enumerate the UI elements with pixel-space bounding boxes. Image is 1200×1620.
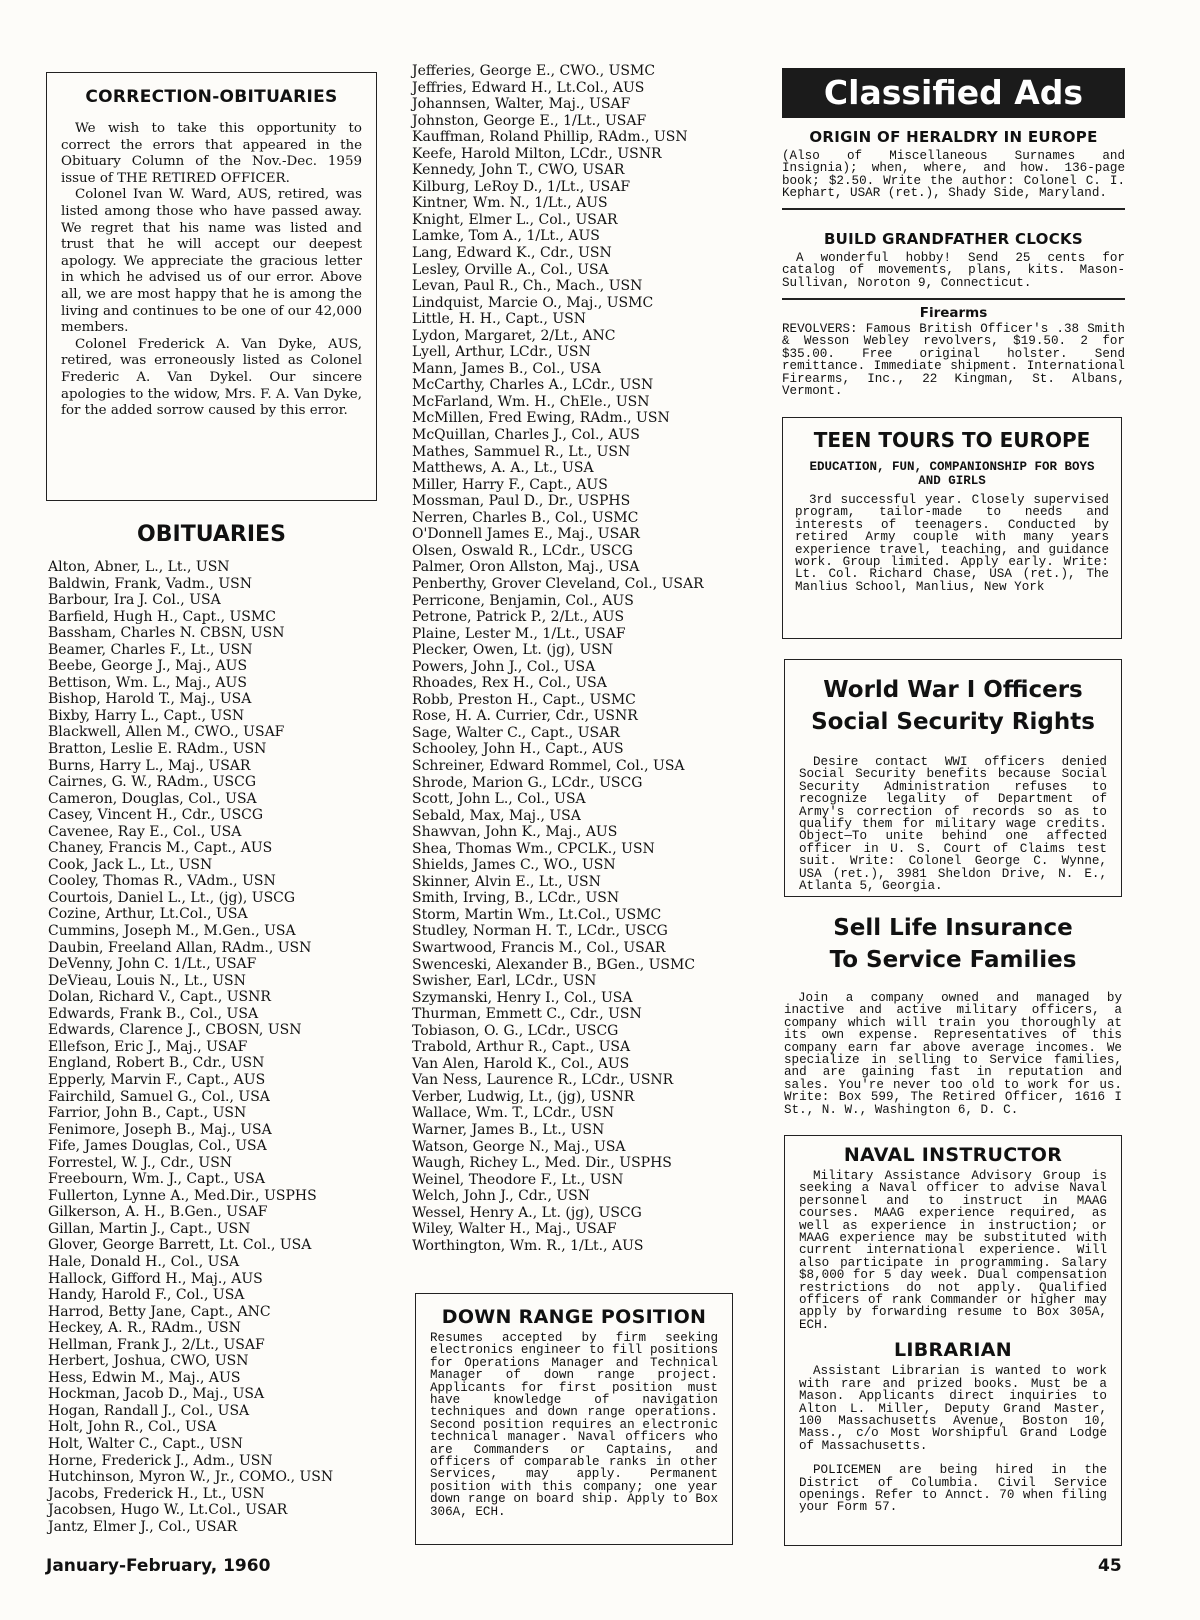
obituary-entry: Welch, John J., Cdr., USN bbox=[412, 1188, 590, 1205]
obituary-entry: Dolan, Richard V., Capt., USNR bbox=[48, 989, 271, 1006]
obituary-entry: Hogan, Randall J., Col., USA bbox=[48, 1402, 250, 1419]
obituary-entry: Lamke, Tom A., 1/Lt., AUS bbox=[412, 228, 600, 245]
obituary-entry: Chaney, Francis M., Capt., AUS bbox=[48, 840, 273, 857]
firearms-ad bbox=[782, 305, 1125, 397]
heraldry-title: ORIGIN OF HERALDRY IN EUROPE bbox=[809, 128, 1098, 146]
obituary-entry: Kintner, Wm. N., 1/Lt., AUS bbox=[412, 195, 608, 212]
obituary-entry: Johannsen, Walter, Maj., USAF bbox=[412, 96, 631, 113]
obituary-entry: Epperly, Marvin F., Capt., AUS bbox=[48, 1071, 266, 1088]
teen-tours-text: 3rd successful year. Closely supervised program, tailor-made to needs and interests of teenagers. Conducted by retired Army couple with many years experience travel, teaching, and guidance work. Group limited. Apply early. Write: Lt. Col. Richard Chase, USA (ret.), The Manlius School, Manlius, New York bbox=[795, 493, 1109, 594]
obituary-entry: Verber, Ludwig, Lt., (jg), USNR bbox=[412, 1088, 635, 1105]
obituary-entry: Handy, Harold F., Col., USA bbox=[48, 1287, 245, 1304]
obituary-entry: O'Donnell James E., Maj., USAR bbox=[412, 526, 640, 543]
divider bbox=[782, 208, 1125, 210]
librarian-title: LIBRARIAN bbox=[894, 1339, 1012, 1362]
obituary-entry: Ellefson, Eric J., Maj., USAF bbox=[48, 1038, 248, 1055]
obituary-entry: Courtois, Daniel L., Lt., (jg), USCG bbox=[48, 889, 296, 906]
clocks-title: BUILD GRANDFATHER CLOCKS bbox=[823, 230, 1084, 248]
obituary-entry: Mathes, Sammuel R., Lt., USN bbox=[412, 443, 631, 460]
obituary-entry: McFarland, Wm. H., ChEle., USN bbox=[412, 393, 650, 410]
obituary-entry: Jacobsen, Hugo W., Lt.Col., USAR bbox=[48, 1502, 288, 1519]
wwi-title bbox=[799, 674, 1107, 738]
obituary-entry: England, Robert B., Cdr., USN bbox=[48, 1055, 265, 1072]
obituary-entry: Shea, Thomas Wm., CPCLK., USN bbox=[412, 840, 655, 857]
obituary-entry: Freebourn, Wm. J., Capt., USA bbox=[48, 1171, 265, 1188]
obituary-entry: Jacobs, Frederick H., Lt., USN bbox=[48, 1485, 265, 1502]
obituary-entry: Cummins, Joseph M., M.Gen., USA bbox=[48, 923, 296, 940]
obituary-entry: McQuillan, Charles J., Col., AUS bbox=[412, 427, 640, 444]
obituary-entry: Gillan, Martin J., Capt., USN bbox=[48, 1220, 251, 1237]
obituary-entry: Bassham, Charles N. CBSN, USN bbox=[48, 625, 285, 642]
life-insurance-ad bbox=[784, 912, 1122, 1116]
heraldry-ad bbox=[782, 128, 1125, 200]
obituary-entry: Cook, Jack L., Lt., USN bbox=[48, 856, 213, 873]
teen-tours-title: TEEN TOURS TO EUROPE bbox=[813, 428, 1091, 452]
obituary-entry: Hutchinson, Myron W., Jr., COMO., USN bbox=[48, 1469, 334, 1486]
issue-date: January-February, 1960 bbox=[46, 1556, 271, 1576]
obituary-entry: McCarthy, Charles A., LCdr., USN bbox=[412, 377, 654, 394]
obituary-entry: Van Alen, Harold K., Col., AUS bbox=[412, 1055, 630, 1072]
obituary-entry: Shawvan, John K., Maj., AUS bbox=[412, 824, 618, 841]
obituary-entry: Palmer, Oron Allston, Maj., USA bbox=[412, 559, 640, 576]
obituary-entry: Van Ness, Laurence R., LCdr., USNR bbox=[412, 1072, 674, 1089]
obituary-entry: Johnston, George E., 1/Lt., USAF bbox=[412, 112, 647, 129]
obituary-entry: Hockman, Jacob D., Maj., USA bbox=[48, 1386, 265, 1403]
obituary-entry: Weinel, Theodore F., Lt., USN bbox=[412, 1171, 624, 1188]
obituary-entry: Wessel, Henry A., Lt. (jg), USCG bbox=[412, 1204, 642, 1221]
obituary-entry: Little, H. H., Capt., USN bbox=[412, 311, 586, 328]
obituary-entry: Holt, John R., Col., USA bbox=[48, 1419, 217, 1436]
teen-tours-subtitle: EDUCATION, FUN, COMPANIONSHIP FOR BOYS AND GIRLS bbox=[809, 460, 1095, 488]
obituary-entry: Plecker, Owen, Lt. (jg), USN bbox=[412, 642, 614, 659]
obituary-entry: Rhoades, Rex H., Col., USA bbox=[412, 675, 607, 692]
obituary-entry: Barbour, Ira J. Col., USA bbox=[48, 592, 221, 609]
obituary-entry: Casey, Vincent H., Cdr., USCG bbox=[48, 807, 264, 824]
obituary-entry: Lydon, Margaret, 2/Lt., ANC bbox=[412, 327, 616, 344]
obituary-entry: Tobiason, O. G., LCdr., USCG bbox=[412, 1022, 619, 1039]
obituary-entry: Watson, George N., Maj., USA bbox=[412, 1138, 626, 1155]
insurance-title-line1: Sell Life Insurance bbox=[833, 915, 1073, 941]
obituary-entry: Blackwell, Allen M., CWO., USAF bbox=[48, 724, 285, 741]
obituary-entry: Farrior, John B., Capt., USN bbox=[48, 1105, 247, 1122]
obituary-entry: Jefferies, George E., CWO., USMC bbox=[412, 63, 656, 79]
obituary-entry: Swenceski, Alexander B., BGen., USMC bbox=[412, 956, 696, 973]
down-range-title: DOWN RANGE POSITION bbox=[441, 1306, 707, 1328]
obituary-entry: Shields, James C., WO., USN bbox=[412, 857, 616, 874]
obituary-entry: Sage, Walter C., Capt., USAR bbox=[412, 724, 620, 741]
obituary-entry: Edwards, Clarence J., CBOSN, USN bbox=[48, 1022, 302, 1039]
obituary-entry: Gilkerson, A. H., B.Gen., USAF bbox=[48, 1204, 268, 1221]
obituary-entry: Swartwood, Francis M., Col., USAR bbox=[412, 939, 666, 956]
firearms-text: REVOLVERS: Famous British Officer's .38 Smith & Wesson Webley revolvers, $19.50. 2 for $35.00. Free original holster. Send remittance. Immediate shipment. International Firearms, Inc., 22 Kingman, St. Albans, Vermont. bbox=[782, 322, 1125, 399]
obituary-entry: Trabold, Arthur R., Capt., USA bbox=[412, 1039, 631, 1056]
naval-text: Military Assistance Advisory Group is seeking a Naval officer to advise Naval personnel and to instruct in MAAG courses. MAAG experience required, as well as experience in instruction; or MAAG experience may be substituted with current international experience. Will also participate in programming. Salary $8,000 for 5 day week. Dual compensation restrictions do not apply. Qualified officers of rank Commander or higher may apply by forwarding resume to Box 305A, ECH. bbox=[799, 1169, 1107, 1332]
obituary-entry: Bishop, Harold T., Maj., USA bbox=[48, 691, 252, 708]
obituary-entry: Swisher, Earl, LCdr., USN bbox=[412, 973, 597, 990]
obituary-entry: Petrone, Patrick P., 2/Lt., AUS bbox=[412, 609, 625, 626]
obituary-entry: Cameron, Douglas, Col., USA bbox=[48, 790, 257, 807]
clocks-text: A wonderful hobby! Send 25 cents for catalog of movements, plans, kits. Mason-Sullivan, Noroton 9, Connecticut. bbox=[782, 251, 1125, 290]
obituary-entry: Lyell, Arthur, LCdr., USN bbox=[412, 344, 591, 361]
obituary-entry: Cooley, Thomas R., VAdm., USN bbox=[48, 873, 276, 890]
insurance-title-line2: To Service Families bbox=[829, 947, 1077, 973]
obituary-entry: Thurman, Emmett C., Cdr., USN bbox=[412, 1006, 642, 1023]
obituary-entry: Fullerton, Lynne A., Med.Dir., USPHS bbox=[48, 1187, 317, 1204]
insurance-title bbox=[784, 912, 1122, 976]
obituary-entry: Penberthy, Grover Cleveland, Col., USAR bbox=[412, 575, 704, 592]
obituary-entry: Baldwin, Frank, Vadm., USN bbox=[48, 575, 253, 592]
obituary-entry: Bratton, Leslie E. RAdm., USN bbox=[48, 741, 267, 758]
obituary-entry: Schreiner, Edward Rommel, Col., USA bbox=[412, 757, 685, 774]
obituary-entry: Wiley, Walter H., Maj., USAF bbox=[412, 1221, 617, 1238]
obituary-entry: Beamer, Charles F., Lt., USN bbox=[48, 641, 253, 658]
page-number: 45 bbox=[1098, 1556, 1122, 1576]
obituary-entry: Fairchild, Samuel G., Col., USA bbox=[48, 1088, 270, 1105]
obituary-entry: Mossman, Paul D., Dr., USPHS bbox=[412, 493, 631, 510]
obituary-entry: Edwards, Frank B., Col., USA bbox=[48, 1005, 259, 1022]
correction-box bbox=[46, 72, 377, 501]
obituary-entry: Hale, Donald H., Col., USA bbox=[48, 1253, 240, 1270]
obituary-entry: Worthington, Wm. R., 1/Lt., AUS bbox=[412, 1237, 644, 1254]
obituary-entry: Bixby, Harry L., Capt., USN bbox=[48, 707, 245, 724]
clocks-ad bbox=[782, 230, 1125, 289]
obituary-entry: Hess, Edwin M., Maj., AUS bbox=[48, 1369, 241, 1386]
obituary-entry: Jeffries, Edward H., Lt.Col., AUS bbox=[412, 79, 645, 96]
obituary-entry: McMillen, Fred Ewing, RAdm., USN bbox=[412, 410, 670, 427]
obituary-entry: Smith, Irving, B., LCdr., USN bbox=[412, 890, 620, 907]
naval-instructor-box bbox=[784, 1135, 1122, 1546]
down-range-ad bbox=[415, 1293, 733, 1545]
wwi-text: Desire contact WWI officers denied Social Security benefits because Social Security Administration refuses to recognize legality of Department of Army's correction of records so as to qualify them for military wage credits. Object—To unite behind one affected officer in U. S. Court of Claims test suit. Write: Colonel George C. Wynne, USA (ret.), 3981 Sheldon Drive, N. E., Atlanta 5, Georgia. bbox=[799, 755, 1107, 894]
librarian-text: Assistant Librarian is wanted to work with rare and prized books. Must be a Mason. Applicants direct inquiries to Alton L. Miller, Deputy Grand Master, 100 Massachusetts Avenue, Boston 10, Mass., c/o Most Worshipful Grand Lodge of Massachusetts. bbox=[799, 1364, 1107, 1453]
firearms-title: Firearms bbox=[919, 305, 988, 321]
obituary-entry: Rose, H. A. Currier, Cdr., USNR bbox=[412, 708, 638, 725]
wwi-title-line1: World War I Officers bbox=[823, 677, 1083, 703]
obituary-entry: Lang, Edward K., Cdr., USN bbox=[412, 245, 612, 262]
obituary-entry: Fife, James Douglas, Col., USA bbox=[48, 1138, 267, 1155]
obituary-entry: Lindquist, Marcie O., Maj., USMC bbox=[412, 294, 654, 311]
obituary-entry: Perricone, Benjamin, Col., AUS bbox=[412, 592, 634, 609]
obituary-entry: Heckey, A. R., RAdm., USN bbox=[48, 1320, 241, 1337]
obituary-entry: Jantz, Elmer J., Col., USAR bbox=[48, 1518, 238, 1535]
obituary-entry: Mann, James B., Col., USA bbox=[412, 360, 601, 377]
obituary-entry: Studley, Norman H. T., LCdr., USCG bbox=[412, 923, 668, 940]
correction-paragraph: Colonel Ivan W. Ward, AUS, retired, was listed among those who have passed away. We regret that his name was listed and trust that he will accept our deepest apology. We appreciate the gracious letter in which he advised us of our error. Above all, we are most happy that he is among the living and continues to be one of our 42,000 members. bbox=[61, 187, 362, 336]
obituary-entry: Hallock, Gifford H., Maj., AUS bbox=[48, 1270, 263, 1287]
obituary-entry: Storm, Martin Wm., Lt.Col., USMC bbox=[412, 906, 662, 923]
obituary-entry: Cozine, Arthur, Lt.Col., USA bbox=[48, 906, 248, 923]
correction-paragraph: We wish to take this opportunity to correct the errors that appeared in the Obituary Column of the Nov.-Dec. 1959 issue of THE RETIRED OFFICER. bbox=[61, 121, 362, 186]
down-range-text: Resumes accepted by firm seeking electronics engineer to fill positions for Operations Manager and Technical Manager of down range project. Applicants for first position must have knowledge of navigation techniques and down range operations. Second position requires an electronic technical manager. Naval officers who are Commanders or Captains, and officers of comparable ranks in other Services, may apply. Permanent position with this company; one year down range on board ship. Apply to Box 306A, ECH. bbox=[430, 1331, 718, 1519]
obituary-entry: Lesley, Orville A., Col., USA bbox=[412, 261, 609, 278]
obituary-entry: DeVenny, John C. 1/Lt., USAF bbox=[48, 956, 257, 973]
classified-ads-banner: Classified Ads bbox=[782, 68, 1125, 118]
obituary-entry: Burns, Harry L., Maj., USAR bbox=[48, 757, 251, 774]
obituary-entry: Shrode, Marion G., LCdr., USCG bbox=[412, 774, 643, 791]
policemen-text: POLICEMEN are being hired in the District of Columbia. Civil Service openings. Refer to Annct. 70 when filing your Form 57. bbox=[799, 1463, 1107, 1515]
obituary-entry: Skinner, Alvin E., Lt., USN bbox=[412, 873, 601, 890]
obituary-entry: Waugh, Richey L., Med. Dir., USPHS bbox=[412, 1155, 672, 1172]
divider bbox=[782, 298, 1125, 300]
obituary-entry: Horne, Frederick J., Adm., USN bbox=[48, 1452, 273, 1469]
obituary-entry: Knight, Elmer L., Col., USAR bbox=[412, 211, 618, 228]
obituary-entry: Powers, John J., Col., USA bbox=[412, 658, 596, 675]
obituary-list-col1 bbox=[48, 559, 383, 1535]
obituary-entry: Kilburg, LeRoy D., 1/Lt., USAF bbox=[412, 178, 631, 195]
obituary-entry: Plaine, Lester M., 1/Lt., USAF bbox=[412, 625, 626, 642]
heraldry-text: (Also of Miscellaneous Surnames and Insignia); when, where, and how. 136-page book; $2.50. Write the author: Colonel C. I. Kephart, USAR (ret.), Shady Side, Maryland. bbox=[782, 149, 1125, 201]
obituary-entry: Beebe, George J., Maj., AUS bbox=[48, 658, 248, 675]
naval-title: NAVAL INSTRUCTOR bbox=[843, 1144, 1063, 1166]
wwi-officers-ad bbox=[784, 659, 1122, 897]
obituary-entry: Schooley, John H., Capt., AUS bbox=[412, 741, 624, 758]
obituary-entry: Daubin, Freeland Allan, RAdm., USN bbox=[48, 939, 312, 956]
obituary-entry: Holt, Walter C., Capt., USN bbox=[48, 1435, 243, 1452]
obituary-entry: Nerren, Charles B., Col., USMC bbox=[412, 509, 639, 526]
obituary-entry: Miller, Harry F., Capt., AUS bbox=[412, 476, 608, 493]
obituary-entry: Cairnes, G. W., RAdm., USCG bbox=[48, 774, 257, 791]
obituary-entry: Barfield, Hugh H., Capt., USMC bbox=[48, 608, 276, 625]
obituary-entry: Scott, John L., Col., USA bbox=[412, 791, 586, 808]
obituary-entry: Glover, George Barrett, Lt. Col., USA bbox=[48, 1237, 312, 1254]
obituary-entry: Warner, James B., Lt., USN bbox=[412, 1122, 605, 1138]
obituary-entry: Herbert, Joshua, CWO, USN bbox=[48, 1353, 249, 1370]
obituary-entry: Fenimore, Joseph B., Maj., USA bbox=[48, 1121, 272, 1138]
wwi-title-line2: Social Security Rights bbox=[811, 709, 1095, 735]
obituaries-title: OBITUARIES bbox=[137, 522, 286, 547]
obituary-entry: Bettison, Wm. L., Maj., AUS bbox=[48, 674, 247, 691]
obituary-entry: Alton, Abner, L., Lt., USN bbox=[48, 559, 230, 575]
obituary-list-col2 bbox=[412, 63, 742, 1254]
obituary-entry: DeVieau, Louis N., Lt., USN bbox=[48, 972, 246, 989]
obituary-entry: Forrestel, W. J., Cdr., USN bbox=[48, 1154, 233, 1171]
obituary-entry: Olsen, Oswald R., LCdr., USCG bbox=[412, 542, 633, 559]
obituary-entry: Sebald, Max, Maj., USA bbox=[412, 807, 581, 824]
obituary-entry: Wallace, Wm. T., LCdr., USN bbox=[412, 1105, 615, 1122]
obituary-entry: Cavenee, Ray E., Col., USA bbox=[48, 823, 242, 840]
insurance-text: Join a company owned and managed by inactive and active military officers, a company which will train you thoroughly at its own expense. Representatives of this company earn far above average incomes. We specialize in selling to Service families, and are gaining fast in reputation and sales. You're never too old to work for us. Write: Box 599, The Retired Officer, 1616 I St., N. W., Washington 6, D. C. bbox=[784, 991, 1122, 1117]
obituary-entry: Kauffman, Roland Phillip, RAdm., USN bbox=[412, 129, 688, 146]
obituary-entry: Kennedy, John T., CWO, USAR bbox=[412, 162, 625, 179]
obituary-entry: Keefe, Harold Milton, LCdr., USNR bbox=[412, 145, 662, 162]
obituary-entry: Harrod, Betty Jane, Capt., ANC bbox=[48, 1303, 271, 1320]
obituary-entry: Matthews, A. A., Lt., USA bbox=[412, 460, 594, 477]
correction-title: CORRECTION-OBITUARIES bbox=[85, 87, 338, 107]
obituary-entry: Szymanski, Henry I., Col., USA bbox=[412, 989, 633, 1006]
teen-tours-ad bbox=[782, 417, 1122, 639]
obituary-entry: Hellman, Frank J., 2/Lt., USAF bbox=[48, 1336, 265, 1353]
correction-paragraph: Colonel Frederick A. Van Dyke, AUS, retired, was erroneously listed as Colonel Frederic A. Van Dykel. Our sincere apologies to the widow, Mrs. F. A. Van Dyke, for the added sorrow caused by this error. bbox=[61, 336, 362, 419]
obituary-entry: Levan, Paul R., Ch., Mach., USN bbox=[412, 278, 643, 295]
obituary-entry: Robb, Preston H., Capt., USMC bbox=[412, 691, 636, 708]
